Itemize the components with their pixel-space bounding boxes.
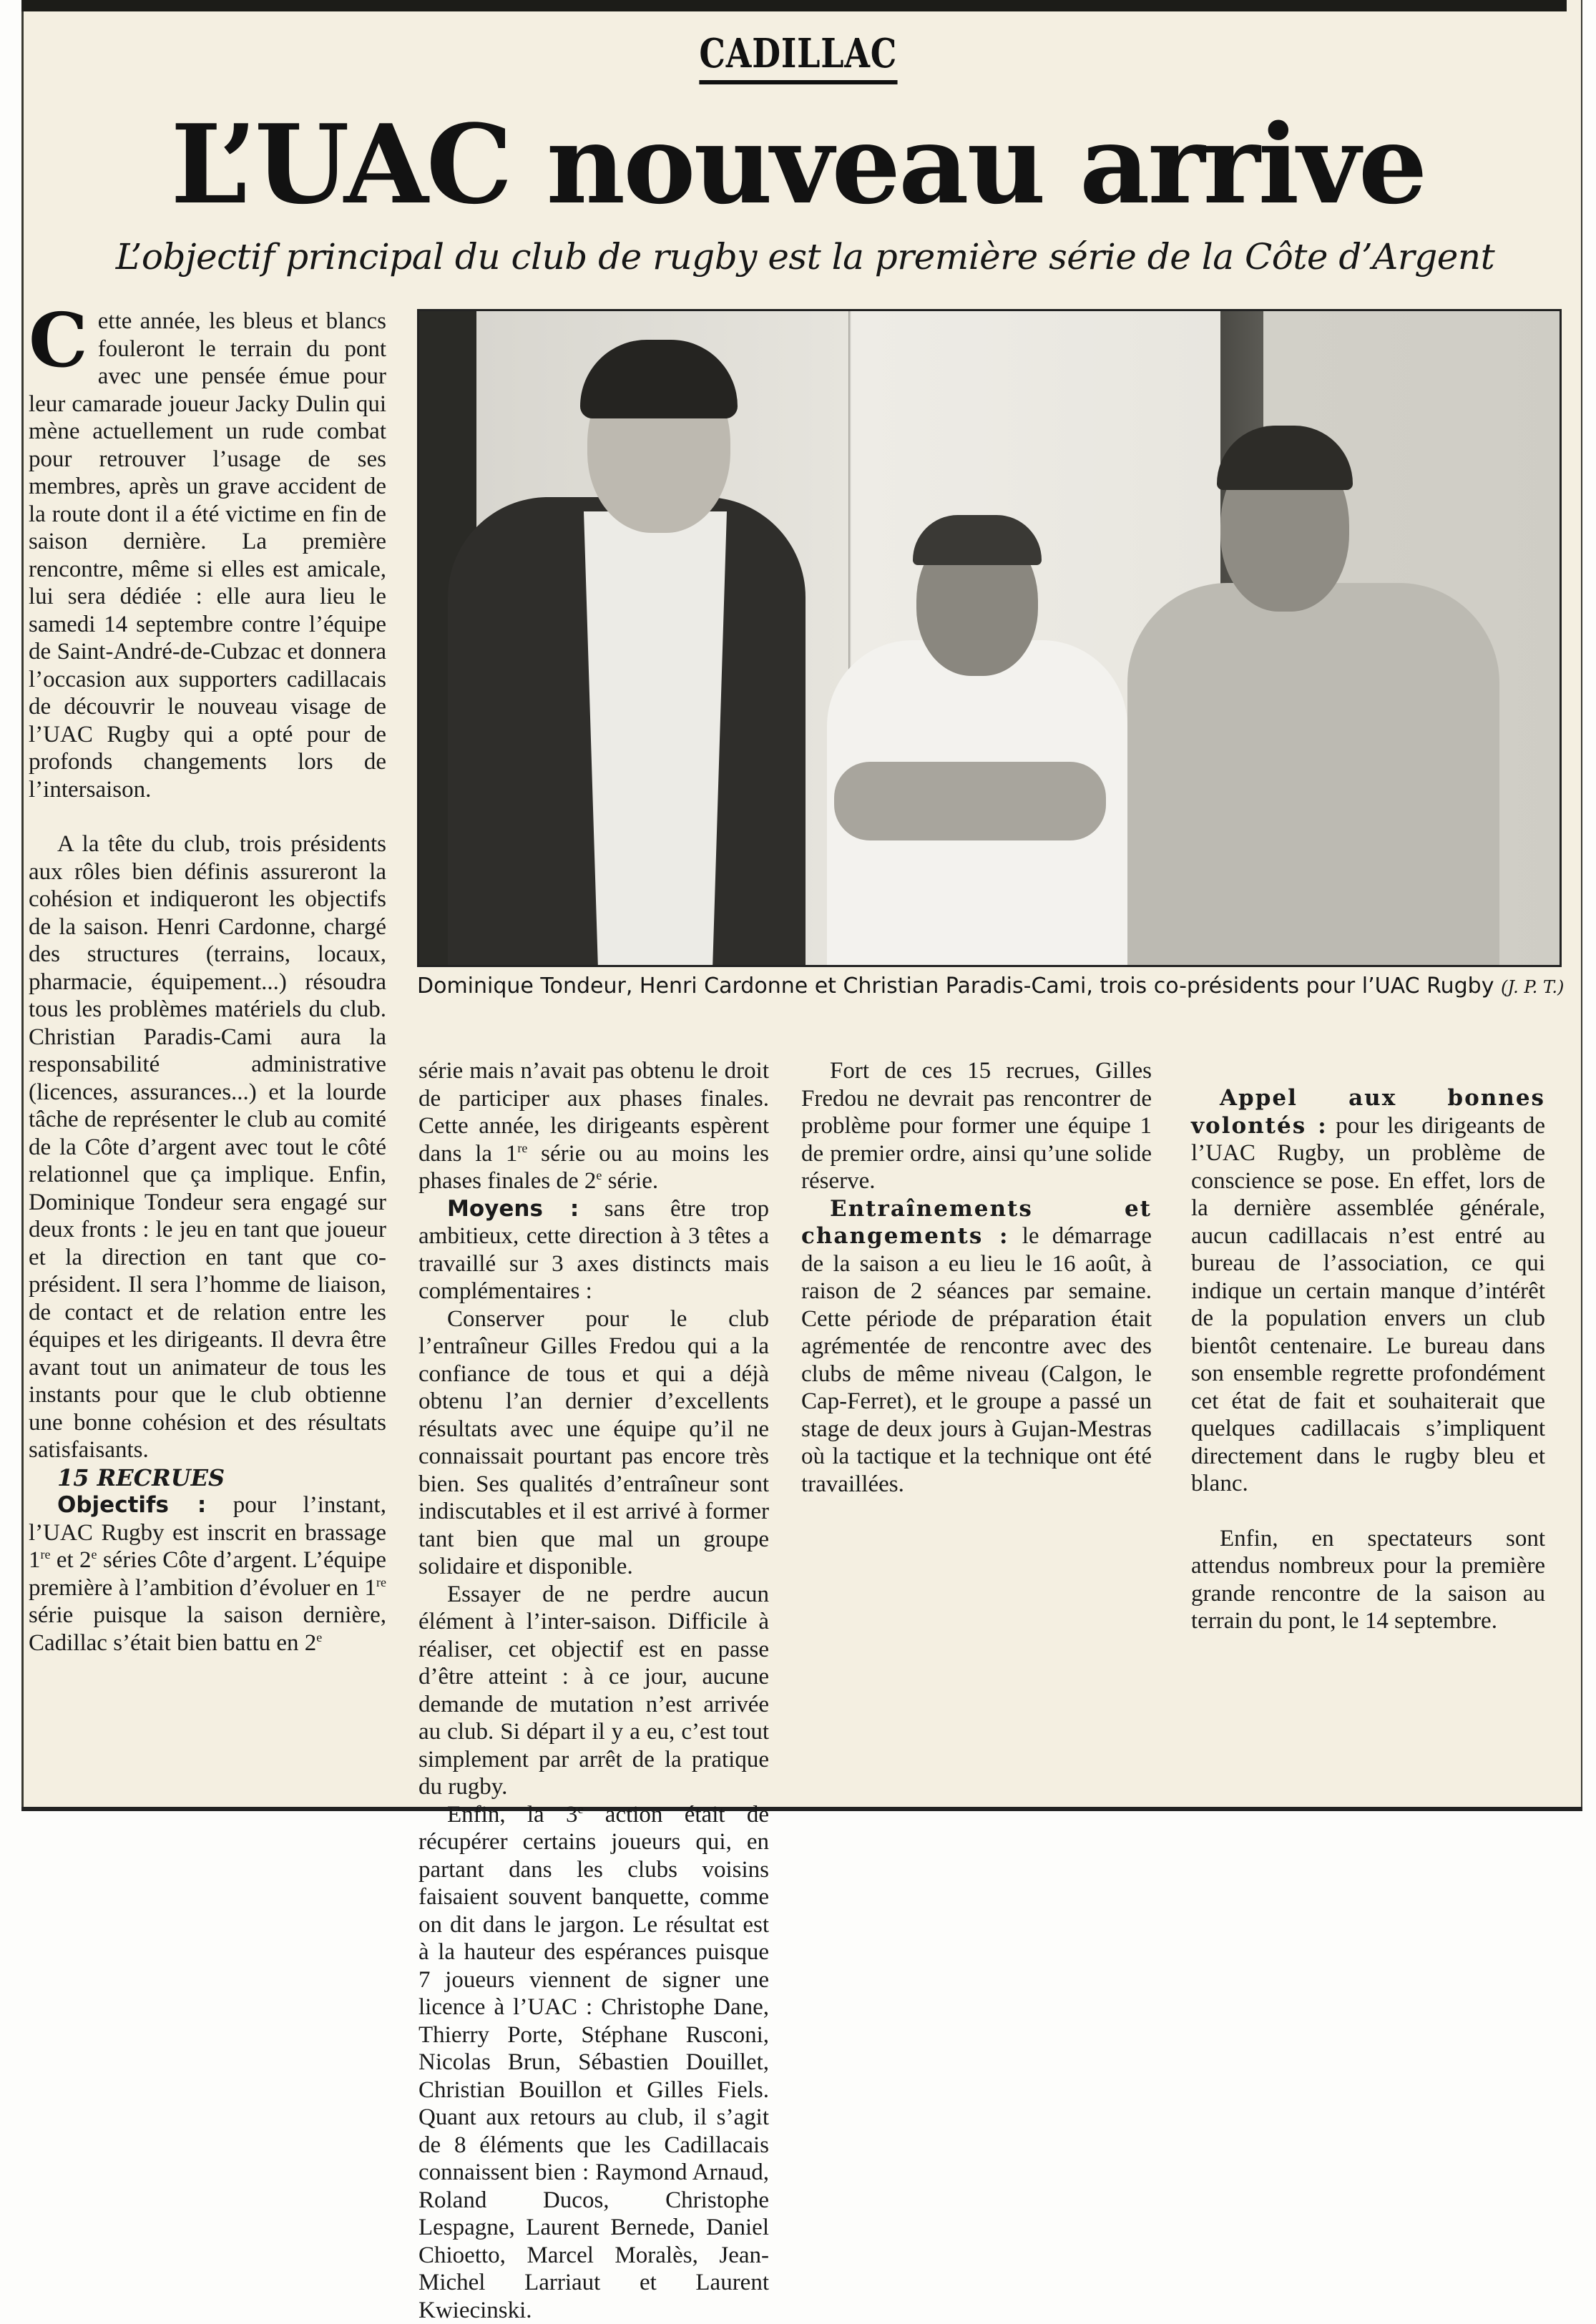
objectifs-label: Objectifs : [57,1492,206,1518]
subhead-15-recrues: 15 RECRUES [29,1464,386,1492]
appel-paragraph: Appel aux bonnes volontés : pour les dirigeants de l’UAC Rugby, un problème de conscience se pose. En effet, lors de la dernière assemblée générale, aucun cadillacais n’est entré au bureau de l’association, ce qui indique un certain manque d’intérêt de la population envers un club bientôt centenaire. Le bureau dans son ensemble regrette profondément cet état de fait et souhaiterait que quelques cadillacais s’impliquent directement dans le rugby bleu et blanc. [1191,1084,1545,1498]
objectifs-paragraph-cont: série mais n’avait pas obtenu le droit de participer aux phases finales. Cette année, les dirigeants espèrent dans la 1re série ou au moins les phases finales de 2e série. [418,1057,769,1195]
headline: L’UAC nouveau arrive [0,107,1596,222]
deck-subtitle: L’objectif principal du club de rugby est la première série de la Côte d’Argent [43,236,1567,278]
person-1-shirt [584,511,727,967]
person-3-hair [1217,426,1353,490]
photo-credit: (J. P. T.) [1501,977,1564,997]
essayer-paragraph: Essayer de ne perdre aucun élément à l’inter-saison. Difficile à réaliser, cet objectif est en passe d’être atteint : à ce jour, aucune demande de mutation n’est arrivée au club. Si départ il y a eu, c’est tout simplement par arrêt de la pratique du rugby. [418,1581,769,1801]
column-2 [418,1057,769,2324]
kicker-text: CADILLAC [699,30,897,84]
closing-paragraph: Enfin, en spectateurs sont attendus nombreux pour la première grande rencontre de la saison au terrain du pont, le 14 septembre. [1191,1525,1545,1635]
section-kicker [0,30,1596,84]
moyens-label: Moyens : [447,1196,579,1222]
entrainements-label: Entraînements et changements : [801,1196,1152,1250]
enfin-paragraph: Enfin, la 3e action était de récupérer certains joueurs qui, en partant dans les clubs voisins faisaient souvent banquette, comme on dit dans le jargon. Le résultat est à la hauteur des espérances puisque 7 joueurs viennent de signer une licence à l’UAC : Christophe Dane, Thierry Porte, Stéphane Rusconi, Nicolas Brun, Sébastien Douillet, Christian Bouillon et Gilles Fiels. Quant aux retours au club, il s’agit de 8 éléments que les Cadillacais connaissent bien : Raymond Arnaud, Roland Ducos, Christophe Lespagne, Laurent Bernede, Daniel Chioetto, Marcel Moralès, Jean-Michel Larriaut et Laurent Kwiecinski. [418,1801,769,2324]
drop-cap: C [29,310,88,371]
column-3 [801,1057,1152,1498]
presidents-paragraph: A la tête du club, trois présidents aux rôles bien définis assureront la cohésion et indiqueront les objectifs de la saison. Henri Cardonne, chargé des structures (terrains, locaux, pharmacie, équipement...) résoudra tous les problèmes matériels du club. Christian Paradis-Cami aura la responsabilité administrative (licences, assurances...) et la lourde tâche de représenter le club au comité de la Côte d’argent avec tout le côté relationnel que ça implique. Enfin, Dominique Tondeur sera engagé sur deux fronts : le jeu en tant que joueur et la direction en tant que co-président. Il sera l’homme de liaison, de contact et de relation entre les équipes et les dirigeants. Il devra être avant tout un animateur de tous les instants pour que le club obtienne une bonne cohésion et des résultats satisfaisants. [29,830,386,1464]
person-2-arms [834,762,1106,840]
fort-paragraph: Fort de ces 15 recrues, Gilles Fredou ne devrait pas rencontrer de problème pour former une équipe 1 de premier ordre, ainsi qu’une solide réserve. [801,1057,1152,1195]
person-3-body [1127,583,1499,967]
objectifs-paragraph: Objectifs : pour l’instant, l’UAC Rugby est inscrit en brassage 1re et 2e séries Côte d’argent. L’équipe première à l’ambition d’évoluer en 1re série puisque la saison dernière, Cadillac s’était bien battu en 2e [29,1491,386,1657]
column-4 [1191,1057,1545,1635]
person-1-hair [580,340,738,418]
entrainements-paragraph: Entraînements et changements : le démarrage de la saison a eu lieu le 16 août, à raison de 2 séances par semaine. Cette période de préparation était agrémentée de rencontre avec des clubs de même niveau (Calgon, le Cap-Ferret), et le groupe a passé un stage de deux jours à Gujan-Mestras où la tactique et la technique ont été travaillées. [801,1195,1152,1499]
bottom-rule [21,1807,1582,1811]
intro-paragraph: Cette année, les bleus et blancs fouleront le terrain du pont avec une pensée émue pour leur camarade joueur Jacky Dulin qui mène actuellement un rude combat pour retrouver l’usage de ses membres, après un grave accident de la route dont il a été victime en fin de saison dernière. La première rencontre, même si elles est amicale, lui sera dédiée : elle aura lieu le samedi 14 septembre contre l’équipe de Saint-André-de-Cubzac et donnera l’occasion aux supporters cadillacais de découvrir le nouveau visage de l’UAC Rugby qui a opté pour de profonds changements lors de l’intersaison. [29,308,386,803]
conserver-paragraph: Conserver pour le club l’entraîneur Gilles Fredou qui a la confiance de tous et qui a déjà obtenu l’an dernier d’excellents résultats avec une équipe qu’il ne connaissait pourtant pas encore très bien. Ses qualités d’entraîneur sont indiscutables et il est arrivé à former tant bien que mal un groupe solidaire et disponible. [418,1305,769,1581]
photo-caption: Dominique Tondeur, Henri Cardonne et Christian Paradis-Cami, trois co-présidents pour l’UAC Rugby (J. P. T.) [417,973,1576,1001]
appel-label: Appel aux bonnes volontés : [1191,1085,1545,1139]
person-2-hair [913,515,1042,565]
photo-three-co-presidents [417,309,1562,967]
moyens-paragraph: Moyens : sans être trop ambitieux, cette direction à 3 têtes a travaillé sur 3 axes distincts mais complémentaires : [418,1195,769,1305]
top-rule [21,0,1567,11]
column-1 [29,308,386,1657]
